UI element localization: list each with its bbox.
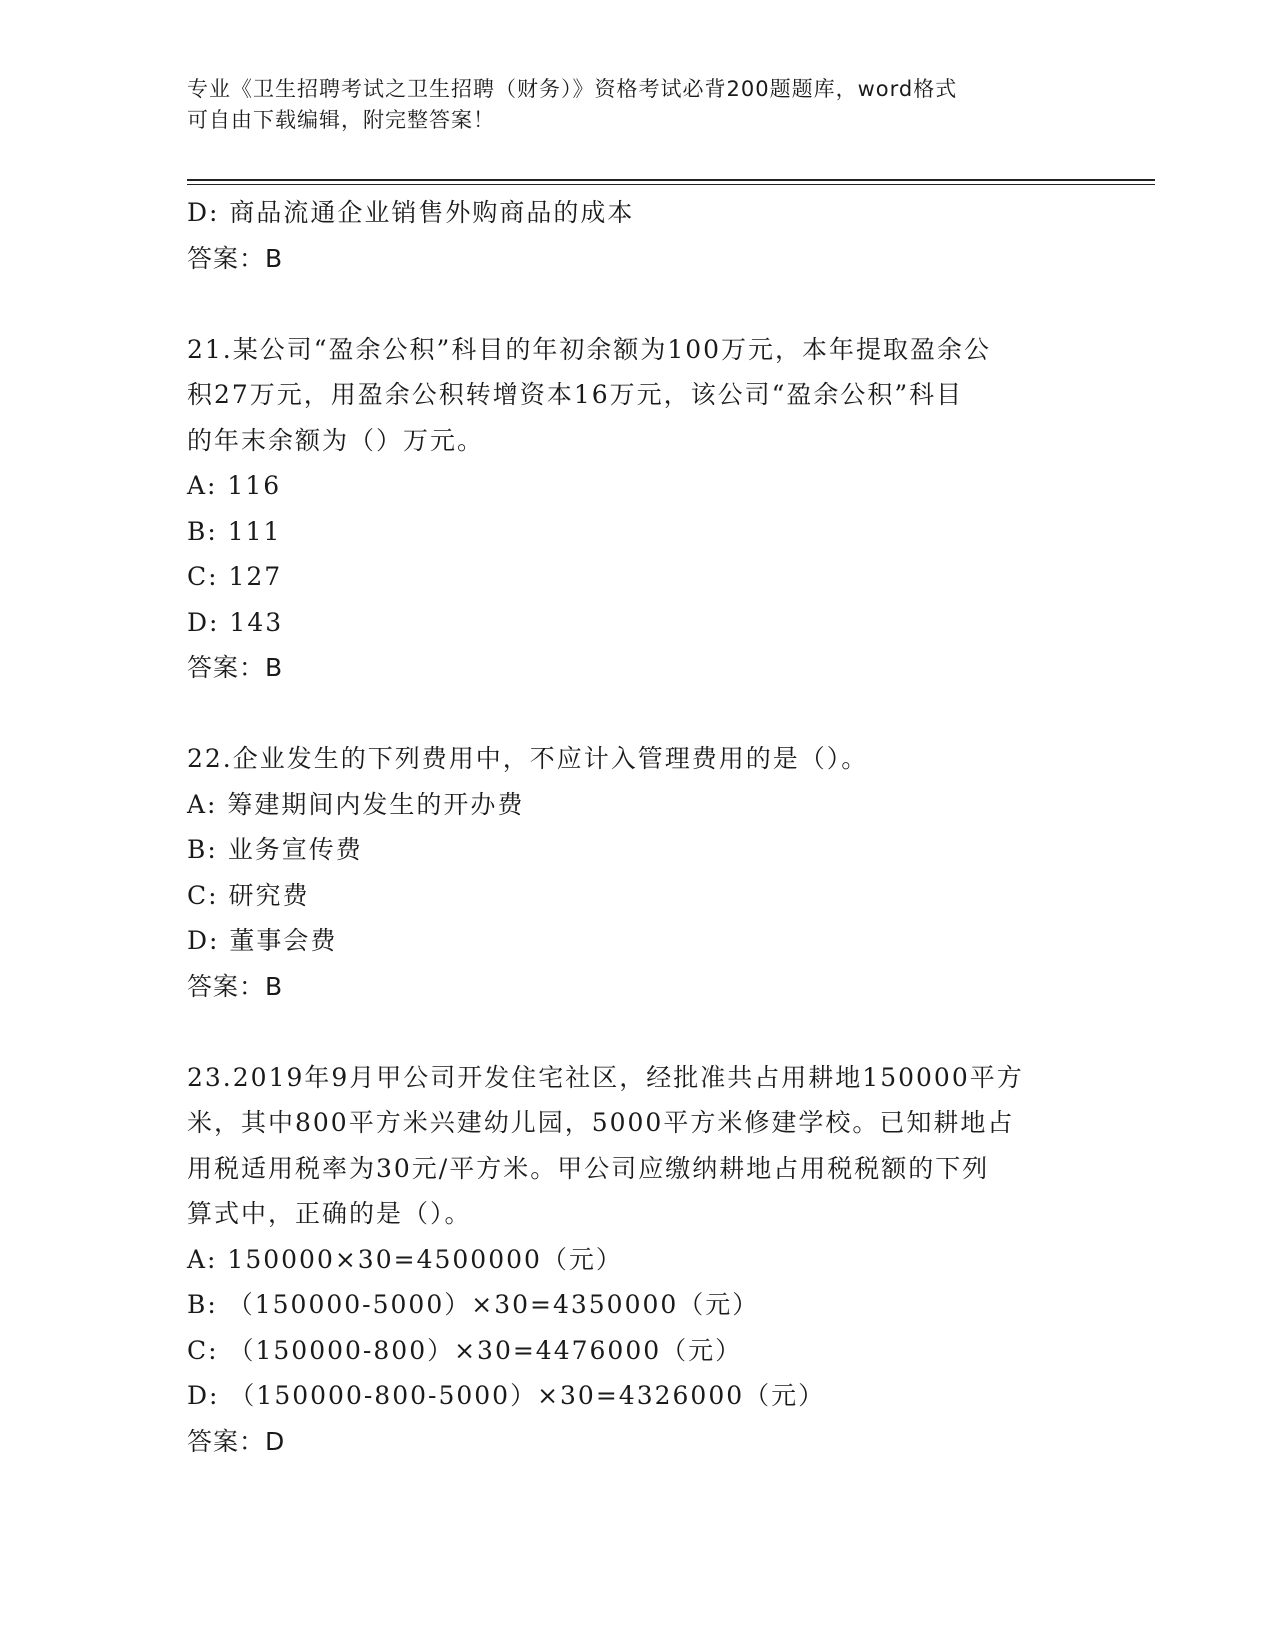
option-d: D: 143	[187, 607, 284, 637]
header-line-2: 可自由下载编辑，附完整答案！	[187, 108, 495, 132]
spacer	[187, 691, 1087, 737]
option-d: D: （150000-800-5000）×30=4326000（元）	[187, 1381, 826, 1410]
previous-question-tail	[187, 190, 1087, 281]
header-line-1: 专业《卫生招聘考试之卫生招聘（财务）》资格考试必背200题题库，word格式	[187, 77, 958, 101]
spacer	[187, 1009, 1087, 1055]
answer-line: 答案：B	[187, 971, 284, 1001]
question-stem-line: 积27万元，用盈余公积转增资本16万元，该公司“盈余公积”科目	[187, 380, 964, 409]
question-stem-line: 算式中，正确的是（）。	[187, 1199, 472, 1228]
question-list	[187, 190, 1087, 1464]
option-c: C: （150000-800）×30=4476000（元）	[187, 1335, 743, 1365]
question-stem-line: 22.企业发生的下列费用中，不应计入管理费用的是（）。	[187, 744, 869, 773]
option-a: A: 116	[187, 471, 282, 500]
question-22	[187, 736, 1087, 1009]
option-a: A: 150000×30=4500000（元）	[187, 1244, 623, 1274]
spacer	[187, 281, 1087, 327]
option-c: C: 研究费	[187, 880, 310, 910]
question-23	[187, 1055, 1087, 1465]
question-stem-line: 用税适用税率为30元/平方米。甲公司应缴纳耕地占用税税额的下列	[187, 1153, 990, 1183]
option-b: B: 111	[187, 516, 282, 546]
answer-line: 答案：B	[187, 243, 284, 273]
question-stem-line: 的年末余额为（）万元。	[187, 425, 485, 455]
option-d: D: 商品流通企业销售外购商品的成本	[187, 198, 635, 227]
answer-line: 答案：B	[187, 653, 284, 682]
option-b: B: 业务宣传费	[187, 835, 363, 864]
option-c: C: 127	[187, 562, 283, 591]
option-b: B: （150000-5000）×30=4350000（元）	[187, 1290, 760, 1319]
page-header	[187, 74, 1067, 136]
question-stem-line: 21.某公司“盈余公积”科目的年初余额为100万元，本年提取盈余公	[187, 334, 992, 364]
option-a: A: 筹建期间内发生的开办费	[187, 789, 525, 819]
question-stem-line: 23.2019年9月甲公司开发住宅社区，经批准共占用耕地150000平方	[187, 1062, 1024, 1092]
option-d: D: 董事会费	[187, 926, 338, 955]
question-21	[187, 327, 1087, 691]
header-rule	[187, 179, 1155, 181]
answer-line: 答案：D	[187, 1426, 286, 1456]
header-rule-thin	[187, 184, 1155, 185]
question-stem-line: 米，其中800平方米兴建幼儿园，5000平方米修建学校。已知耕地占	[187, 1108, 1015, 1137]
